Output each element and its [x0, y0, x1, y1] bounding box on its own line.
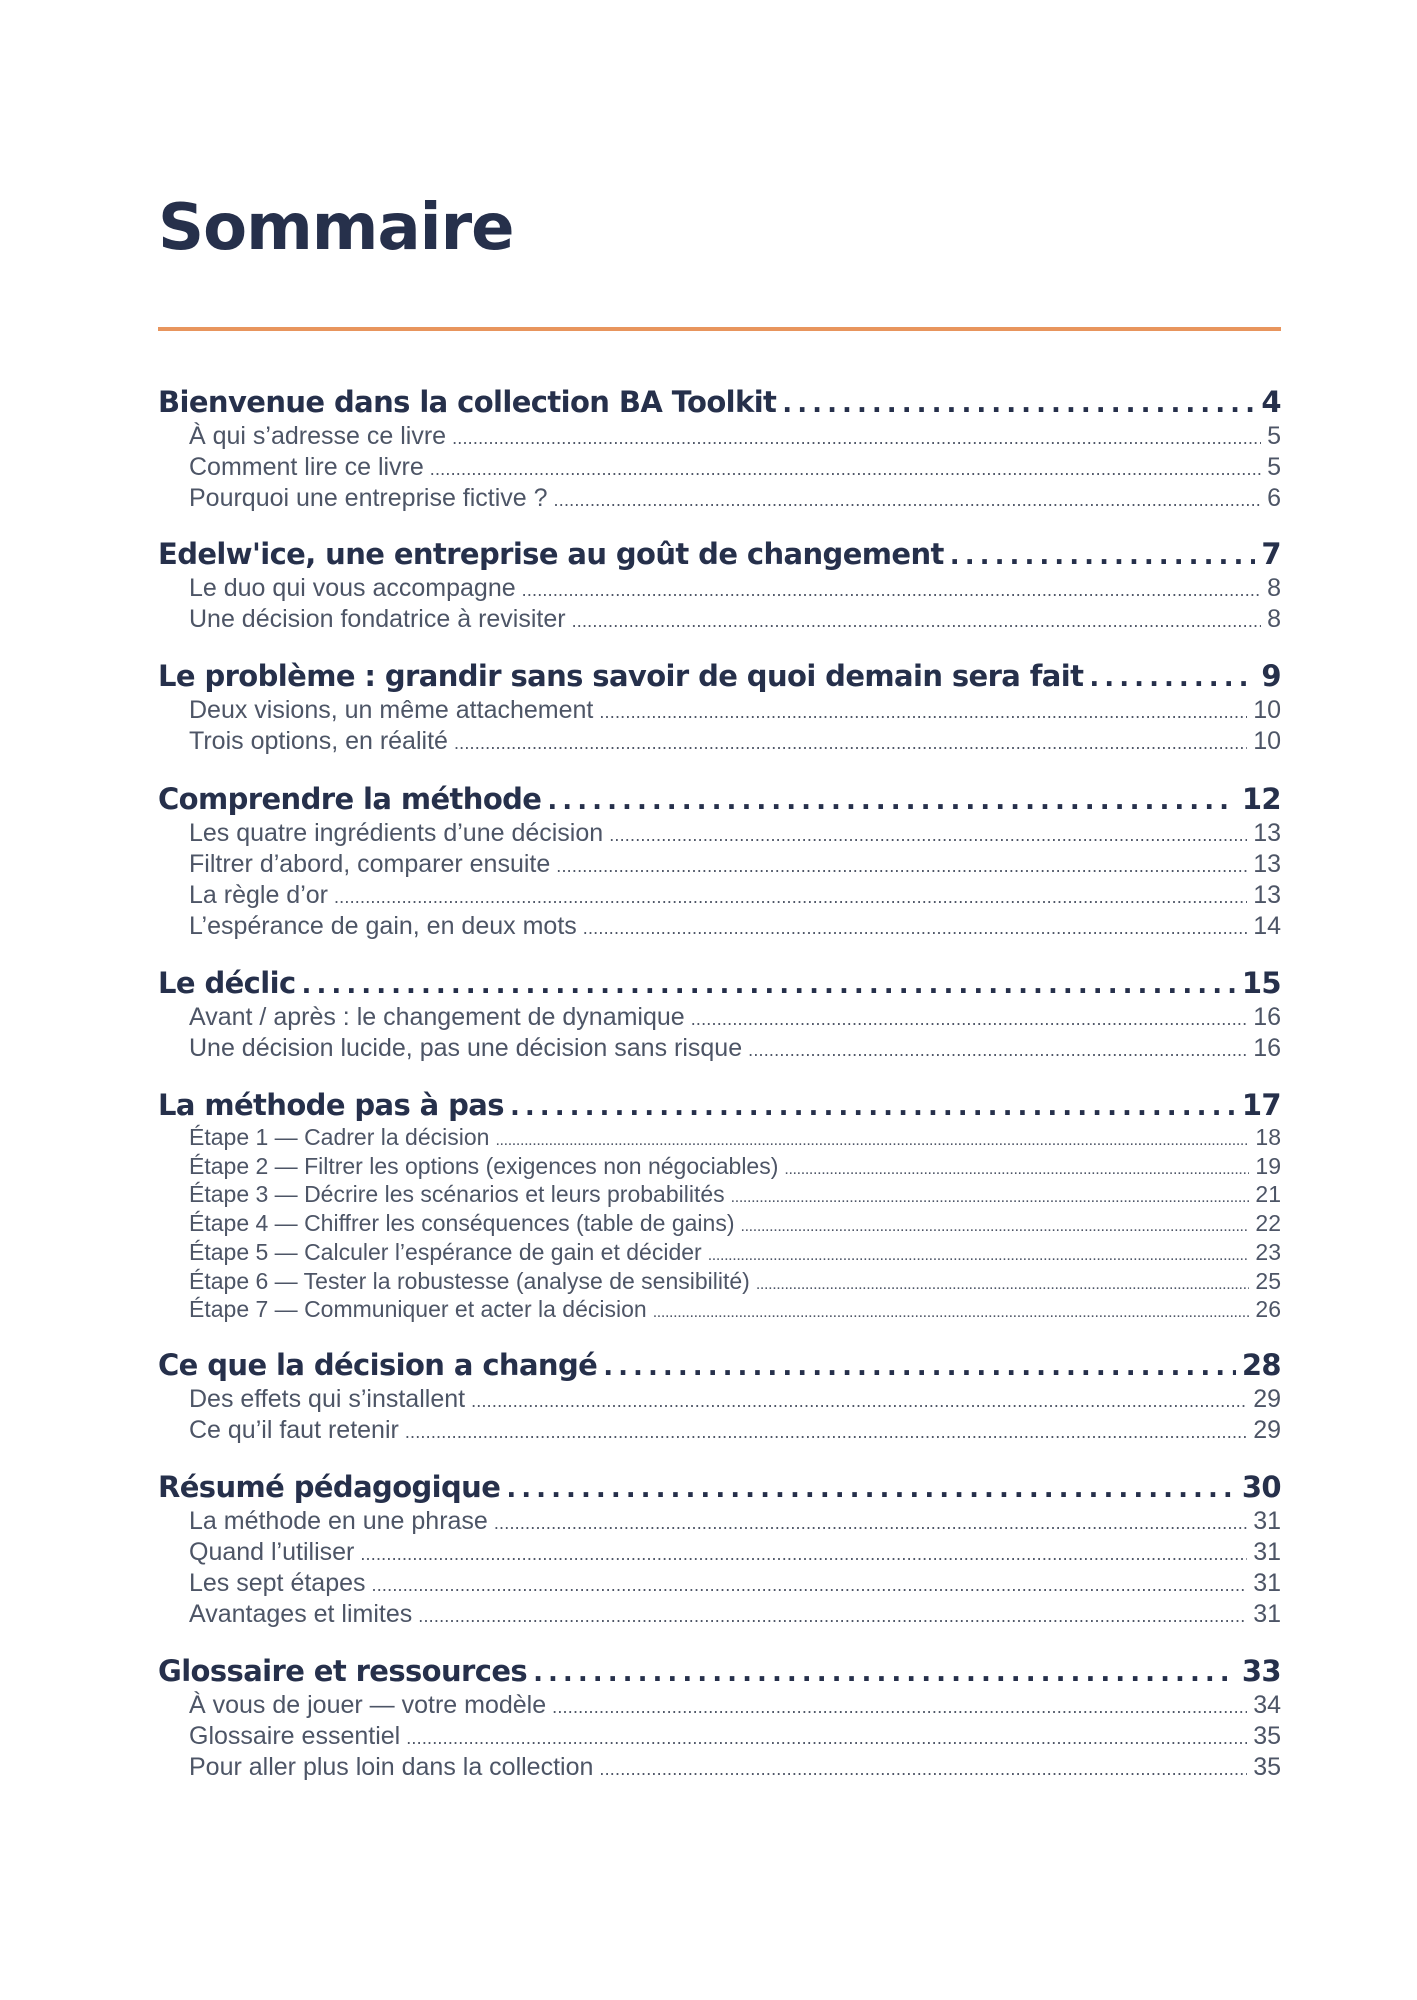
dot-leader — [756, 1273, 1250, 1298]
subentry-title: Deux visions, un même attachement — [189, 696, 594, 724]
dot-leader — [405, 1418, 1247, 1447]
subentry-page-number: 31 — [1253, 1568, 1281, 1597]
subentry-title: À vous de jouer — votre modèle — [189, 1690, 547, 1719]
dot-leader — [454, 729, 1247, 758]
toc-section — [158, 1087, 1281, 1326]
toc-subentry[interactable] — [189, 1003, 1281, 1034]
toc-subentry[interactable] — [189, 881, 1281, 912]
title-divider — [158, 327, 1281, 331]
dot-leader — [510, 1089, 1236, 1125]
subentry-title: L’espérance de gain, en deux mots — [189, 912, 577, 940]
subentry-page-number: 5 — [1267, 422, 1281, 450]
subentry-page-number: 35 — [1253, 1752, 1281, 1781]
subentry-page-number: 19 — [1255, 1152, 1281, 1179]
toc-subentry[interactable] — [189, 1182, 1281, 1211]
chapter-title: Résumé pédagogique — [158, 1469, 501, 1504]
dot-leader — [506, 1471, 1236, 1507]
toc-chapter-entry[interactable] — [158, 781, 1281, 819]
toc-subentry[interactable] — [189, 1600, 1281, 1631]
subentry-page-number: 5 — [1267, 453, 1281, 481]
toc-subentry[interactable] — [189, 605, 1281, 636]
subentry-page-number: 10 — [1253, 727, 1281, 755]
toc-section — [158, 658, 1281, 758]
dot-leader — [302, 967, 1236, 1003]
subentry-page-number: 29 — [1253, 1415, 1281, 1444]
subentry-title: Avant / après : le changement de dynamique — [189, 1003, 685, 1031]
toc-subentry[interactable] — [189, 912, 1281, 943]
toc-chapter-entry[interactable] — [158, 1469, 1281, 1507]
toc-subentry[interactable] — [189, 1416, 1281, 1447]
dot-leader — [950, 538, 1256, 574]
subentry-page-number: 31 — [1253, 1599, 1281, 1628]
toc-subentry[interactable] — [189, 453, 1281, 484]
table-of-contents — [158, 384, 1281, 1784]
dot-leader — [572, 607, 1262, 636]
chapter-page-number: 9 — [1261, 659, 1281, 693]
toc-subentry[interactable] — [189, 1240, 1281, 1269]
toc-subentry[interactable] — [189, 1211, 1281, 1240]
toc-subentry[interactable] — [189, 1154, 1281, 1183]
toc-subentry[interactable] — [189, 696, 1281, 727]
dot-leader — [1089, 660, 1255, 696]
dot-leader — [471, 1387, 1247, 1416]
subentry-title: Étape 1 — Cadrer la décision — [189, 1124, 490, 1150]
subentry-page-number: 18 — [1255, 1124, 1281, 1150]
subentry-title: Avantages et limites — [189, 1599, 413, 1628]
subentry-title: Étape 3 — Décrire les scénarios et leurs probabilités — [189, 1181, 725, 1208]
dot-leader — [603, 1349, 1236, 1385]
subentry-page-number: 29 — [1253, 1384, 1281, 1413]
subentry-page-number: 13 — [1253, 881, 1281, 909]
toc-chapter-entry[interactable] — [158, 1347, 1281, 1385]
dot-leader — [452, 424, 1261, 453]
toc-subentry[interactable] — [189, 727, 1281, 758]
subentry-title: Pourquoi une entreprise fictive ? — [189, 484, 548, 512]
subentry-title: Les quatre ingrédients d’une décision — [189, 819, 604, 847]
subentry-page-number: 21 — [1255, 1181, 1281, 1208]
subentry-page-number: 25 — [1255, 1267, 1281, 1294]
subentry-title: À qui s’adresse ce livre — [189, 422, 447, 450]
toc-subentry[interactable] — [189, 1125, 1281, 1154]
chapter-title: Le déclic — [158, 966, 296, 1000]
subentry-page-number: 31 — [1253, 1537, 1281, 1566]
subentry-title: Étape 7 — Communiquer et acter la décision — [189, 1296, 647, 1323]
chapter-page-number: 28 — [1241, 1347, 1281, 1382]
subentry-title: Étape 2 — Filtrer les options (exigences non négociables) — [189, 1152, 779, 1179]
subentry-title: Étape 6 — Tester la robustesse (analyse de sensibilité) — [189, 1267, 750, 1294]
chapter-page-number: 17 — [1241, 1088, 1281, 1122]
subentry-title: Une décision fondatrice à revisiter — [189, 605, 566, 633]
subentry-page-number: 8 — [1267, 574, 1281, 602]
toc-subentry[interactable] — [189, 1034, 1281, 1065]
subentry-page-number: 26 — [1255, 1296, 1281, 1323]
dot-leader — [418, 1602, 1247, 1631]
dot-leader — [495, 1129, 1249, 1154]
dot-leader — [691, 1005, 1247, 1034]
dot-leader — [599, 1755, 1247, 1784]
subentry-page-number: 22 — [1255, 1210, 1281, 1237]
toc-chapter-entry[interactable] — [158, 1653, 1281, 1691]
toc-section — [158, 1469, 1281, 1631]
chapter-title: Glossaire et ressources — [158, 1653, 528, 1688]
toc-subentry[interactable] — [189, 1385, 1281, 1416]
dot-leader — [556, 852, 1247, 881]
subentry-title: Trois options, en réalité — [189, 727, 448, 755]
dot-leader — [406, 1724, 1247, 1753]
dot-leader — [653, 1301, 1250, 1326]
chapter-title: Edelw'ice, une entreprise au goût de changement — [158, 537, 944, 571]
subentry-title: Une décision lucide, pas une décision sans risque — [189, 1034, 743, 1062]
subentry-title: Des effets qui s’installent — [189, 1384, 466, 1413]
subentry-title: Étape 4 — Chiffrer les conséquences (table de gains) — [189, 1210, 735, 1237]
toc-subentry[interactable] — [189, 1507, 1281, 1538]
chapter-title: Bienvenue dans la collection BA Toolkit — [158, 385, 777, 419]
subentry-page-number: 31 — [1253, 1506, 1281, 1535]
toc-chapter-entry[interactable] — [158, 965, 1281, 1003]
chapter-page-number: 12 — [1241, 782, 1281, 816]
subentry-page-number: 13 — [1253, 850, 1281, 878]
toc-subentry[interactable] — [189, 1538, 1281, 1569]
chapter-title: La méthode pas à pas — [158, 1088, 504, 1122]
dot-leader — [784, 1158, 1249, 1183]
dot-leader — [334, 883, 1247, 912]
subentry-title: Ce qu’il faut retenir — [189, 1415, 399, 1444]
subentry-page-number: 13 — [1253, 819, 1281, 847]
subentry-title: Filtrer d’abord, comparer ensuite — [189, 850, 551, 878]
subentry-title: Étape 5 — Calculer l’espérance de gain et décider — [189, 1238, 702, 1265]
subentry-page-number: 23 — [1255, 1238, 1281, 1265]
chapter-title: Comprendre la méthode — [158, 782, 542, 816]
subentry-page-number: 10 — [1253, 696, 1281, 724]
toc-subentry[interactable] — [189, 819, 1281, 850]
dot-leader — [554, 486, 1262, 515]
subentry-page-number: 16 — [1253, 1003, 1281, 1031]
dot-leader — [430, 455, 1261, 484]
toc-subentry[interactable] — [189, 1269, 1281, 1298]
dot-leader — [748, 1036, 1247, 1065]
dot-leader — [583, 914, 1247, 943]
dot-leader — [552, 1693, 1247, 1722]
chapter-page-number: 15 — [1241, 966, 1281, 1000]
dot-leader — [708, 1244, 1250, 1269]
toc-chapter-entry[interactable] — [158, 658, 1281, 696]
dot-leader — [599, 698, 1247, 727]
toc-section — [158, 1653, 1281, 1784]
toc-subentry[interactable] — [189, 1753, 1281, 1784]
toc-subentry[interactable] — [189, 1569, 1281, 1600]
dot-leader — [782, 386, 1255, 422]
toc-subentry[interactable] — [189, 1297, 1281, 1326]
subentry-title: La méthode en une phrase — [189, 1506, 488, 1535]
chapter-title: Ce que la décision a changé — [158, 1347, 598, 1382]
subentry-title: Comment lire ce livre — [189, 453, 424, 481]
toc-chapter-entry[interactable] — [158, 536, 1281, 574]
toc-chapter-entry[interactable] — [158, 1087, 1281, 1125]
toc-subentry[interactable] — [189, 850, 1281, 881]
toc-section — [158, 781, 1281, 943]
page-title: Sommaire — [158, 191, 514, 265]
dot-leader — [372, 1571, 1248, 1600]
subentry-page-number: 34 — [1253, 1690, 1281, 1719]
chapter-page-number: 30 — [1241, 1469, 1281, 1504]
subentry-title: Quand l’utiliser — [189, 1537, 355, 1566]
subentry-page-number: 6 — [1267, 484, 1281, 512]
subentry-page-number: 16 — [1253, 1034, 1281, 1062]
toc-subentry[interactable] — [189, 1691, 1281, 1722]
subentry-title: La règle d’or — [189, 881, 328, 909]
toc-subentry[interactable] — [189, 484, 1281, 515]
toc-subentry[interactable] — [189, 422, 1281, 453]
dot-leader — [609, 821, 1247, 850]
subentry-page-number: 8 — [1267, 605, 1281, 633]
subentry-title: Les sept étapes — [189, 1568, 366, 1597]
subentry-page-number: 35 — [1253, 1721, 1281, 1750]
dot-leader — [731, 1186, 1250, 1211]
chapter-title: Le problème : grandir sans savoir de quoi demain sera fait — [158, 659, 1084, 693]
dot-leader — [547, 783, 1235, 819]
dot-leader — [360, 1540, 1247, 1569]
dot-leader — [741, 1215, 1250, 1240]
toc-subentry[interactable] — [189, 574, 1281, 605]
subentry-page-number: 14 — [1253, 912, 1281, 940]
toc-chapter-entry[interactable] — [158, 384, 1281, 422]
toc-section — [158, 965, 1281, 1065]
chapter-page-number: 33 — [1241, 1653, 1281, 1688]
toc-section — [158, 1347, 1281, 1447]
chapter-page-number: 4 — [1261, 385, 1281, 419]
toc-subentry[interactable] — [189, 1722, 1281, 1753]
chapter-page-number: 7 — [1261, 537, 1281, 571]
subentry-title: Pour aller plus loin dans la collection — [189, 1752, 594, 1781]
toc-section — [158, 536, 1281, 636]
dot-leader — [494, 1509, 1247, 1538]
subentry-title: Le duo qui vous accompagne — [189, 574, 516, 602]
dot-leader — [522, 576, 1261, 605]
subentry-title: Glossaire essentiel — [189, 1721, 401, 1750]
dot-leader — [533, 1655, 1236, 1691]
toc-section — [158, 384, 1281, 515]
